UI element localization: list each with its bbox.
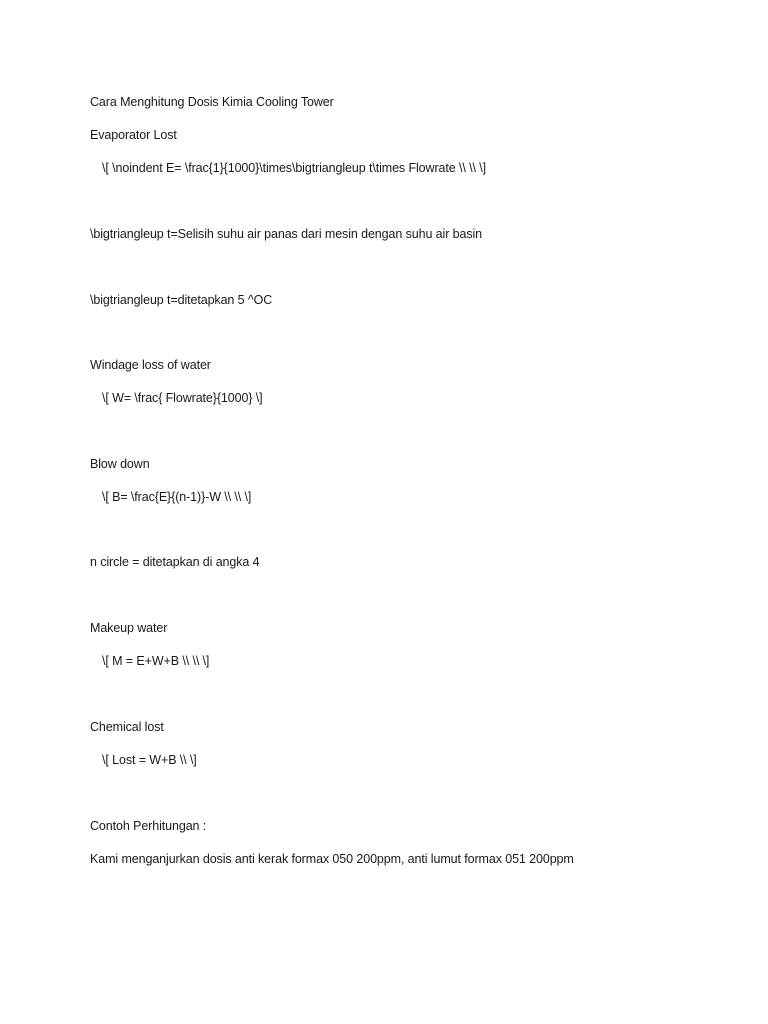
makeup-water-heading: Makeup water bbox=[90, 621, 168, 635]
blow-down-heading: Blow down bbox=[90, 457, 150, 471]
example-heading: Contoh Perhitungan : bbox=[90, 819, 207, 833]
blow-down-formula: \[ B= \frac{E}{(n-1)}-W \\ \\ \] bbox=[102, 490, 252, 504]
windage-loss-formula: \[ W= \frac{ Flowrate}{1000} \] bbox=[102, 391, 263, 405]
n-circle-note: n circle = ditetapkan di angka 4 bbox=[90, 555, 260, 569]
document-title: Cara Menghitung Dosis Kimia Cooling Tower bbox=[90, 95, 334, 109]
makeup-water-formula: \[ M = E+W+B \\ \\ \] bbox=[102, 654, 210, 668]
delta-t-value: \bigtriangleup t=ditetapkan 5 ^OC bbox=[90, 293, 273, 307]
evaporator-lost-formula: \[ \noindent E= \frac{1}{1000}\times\bigtriangleup t\times Flowrate \\ \\ \] bbox=[102, 161, 486, 175]
delta-t-definition: \bigtriangleup t=Selisih suhu air panas dari mesin dengan suhu air basin bbox=[90, 227, 483, 241]
windage-loss-heading: Windage loss of water bbox=[90, 358, 211, 372]
evaporator-lost-heading: Evaporator Lost bbox=[90, 128, 177, 142]
example-text: Kami menganjurkan dosis anti kerak formax 050 200ppm, anti lumut formax 051 200ppm bbox=[90, 852, 574, 866]
chemical-lost-heading: Chemical lost bbox=[90, 720, 164, 734]
chemical-lost-formula: \[ Lost = W+B \\ \] bbox=[102, 753, 197, 767]
